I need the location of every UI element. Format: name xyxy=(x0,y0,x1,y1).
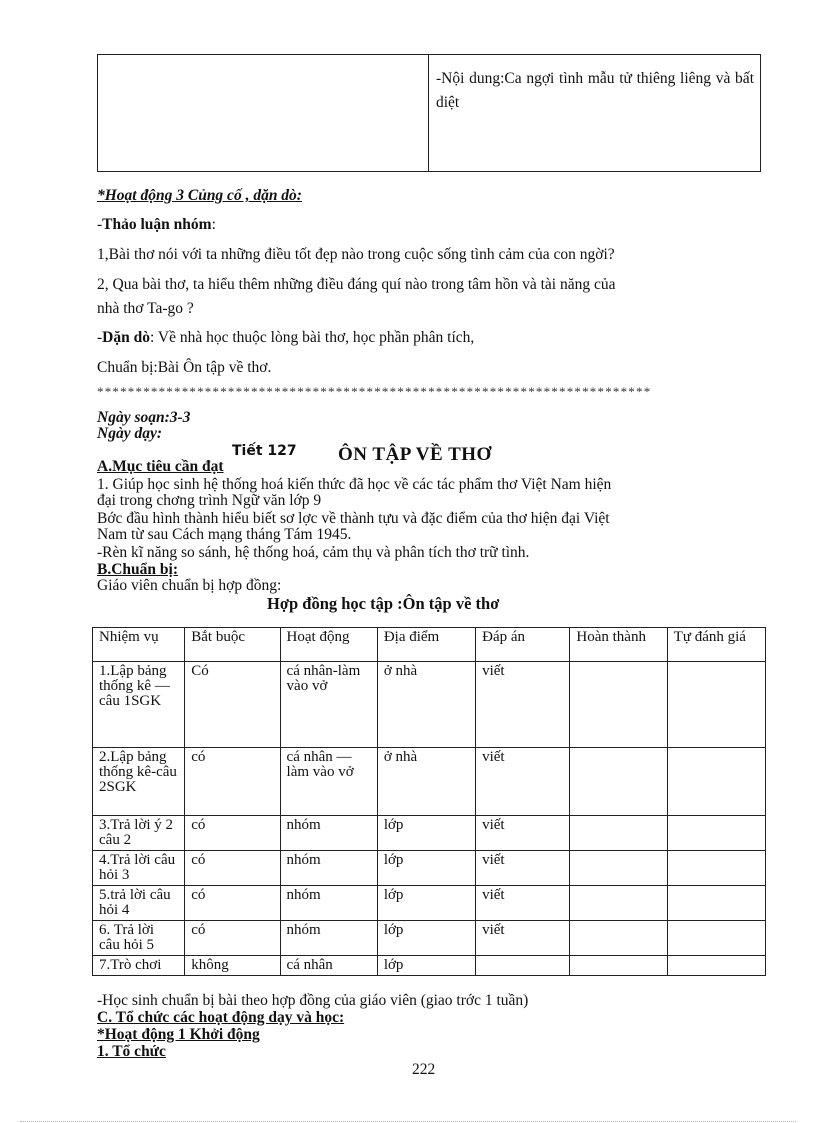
objective-2-line2: Nam từ sau Cách mạng tháng Tám 1945. xyxy=(97,526,352,543)
table-cell xyxy=(570,816,667,851)
table-cell: viết xyxy=(476,886,570,921)
table-cell: có xyxy=(185,851,280,886)
homework-label: Dặn dò xyxy=(102,329,150,346)
objective-3: -Rèn kĩ năng so sánh, hệ thống hoá, cảm thụ và phân tích thơ trữ tình. xyxy=(97,544,530,561)
prep-heading: B.Chuẩn bị: xyxy=(97,561,178,578)
table-cell xyxy=(570,956,667,976)
table-cell: nhóm xyxy=(280,816,377,851)
table-row xyxy=(93,662,766,748)
table-cell xyxy=(570,748,667,816)
table-cell xyxy=(667,748,765,816)
table-cell: không xyxy=(185,956,280,976)
objectives-heading: A.Mục tiêu cần đạt xyxy=(97,458,224,475)
table-cell xyxy=(570,662,667,748)
discussion-line: -Thảo luận nhóm: xyxy=(97,216,216,233)
table-cell: nhóm xyxy=(280,921,377,956)
table-cell: 2.Lập bảng thống kê-câu 2SGK xyxy=(93,748,185,816)
table-row xyxy=(93,748,766,816)
table-cell: cá nhân xyxy=(280,956,377,976)
table-cell: viết xyxy=(476,662,570,748)
table-row xyxy=(93,816,766,851)
lesson-title: ÔN TẬP VỀ THƠ xyxy=(338,444,492,465)
table-row xyxy=(93,886,766,921)
homework-text: : Về nhà học thuộc lòng bài thơ, học phần phân tích, xyxy=(149,329,475,346)
page-number: 222 xyxy=(412,1061,436,1078)
table-cell: 3.Trả lời ý 2 câu 2 xyxy=(93,816,185,851)
activity3-heading: *Hoạt động 3 Củng cố , dặn dò: xyxy=(97,187,302,204)
separator-stars: ************************************************************************ xyxy=(97,384,652,399)
organization-heading: 1. Tổ chức xyxy=(97,1043,166,1060)
table-cell xyxy=(667,662,765,748)
table-cell: lớp xyxy=(377,886,475,921)
table-cell: Có xyxy=(185,662,280,748)
table-header-row xyxy=(93,628,766,662)
table-row xyxy=(93,921,766,956)
table-cell: 4.Trả lời câu hỏi 3 xyxy=(93,851,185,886)
table-cell: lớp xyxy=(377,921,475,956)
header-cell: Nhiệm vụ xyxy=(93,628,185,662)
table-cell: viết xyxy=(476,921,570,956)
header-cell: Hoạt động xyxy=(280,628,377,662)
table-cell: ở nhà xyxy=(377,662,475,748)
table-cell xyxy=(476,956,570,976)
table-cell: có xyxy=(185,816,280,851)
top-content-table xyxy=(97,54,761,172)
question-2-line1: 2, Qua bài thơ, ta hiểu thêm những điều đáng quí nào trong tâm hồn và tài năng của xyxy=(97,276,616,293)
table-cell: viết xyxy=(476,748,570,816)
table-cell xyxy=(667,956,765,976)
lesson-period: Tiết 127 xyxy=(232,443,297,459)
header-cell: Tự đánh giá xyxy=(667,628,765,662)
table-cell: 1.Lập bảng thống kê —câu 1SGK xyxy=(93,662,185,748)
table-cell xyxy=(570,851,667,886)
table-cell: 5.trả lời câu hỏi 4 xyxy=(93,886,185,921)
content-cell: -Nội dung:Ca ngợi tình mẫu tử thiêng liêng và bất diệt xyxy=(436,70,754,111)
table-cell xyxy=(667,816,765,851)
objective-1-line2: đại trong chơng trình Ngữ văn lớp 9 xyxy=(97,492,322,509)
table-cell: cá nhân —làm vào vở xyxy=(280,748,377,816)
table-cell: nhóm xyxy=(280,851,377,886)
table-cell xyxy=(667,921,765,956)
table-row xyxy=(93,851,766,886)
table-row xyxy=(93,956,766,976)
table-cell: có xyxy=(185,921,280,956)
header-cell: Hoàn thành xyxy=(570,628,667,662)
table-cell: có xyxy=(185,748,280,816)
question-1: 1,Bài thơ nói với ta những điều tốt đẹp nào trong cuộc sống tình cảm của con ngời? xyxy=(97,246,615,263)
table-cell: ở nhà xyxy=(377,748,475,816)
section-c-heading: C. Tổ chức các hoạt động dạy và học: xyxy=(97,1009,345,1026)
contract-title: Hợp đồng học tập :Ôn tập về thơ xyxy=(267,594,500,613)
table-cell xyxy=(570,886,667,921)
table-cell xyxy=(667,886,765,921)
table-cell xyxy=(570,921,667,956)
page-edge-divider xyxy=(20,1121,796,1122)
table-cell: nhóm xyxy=(280,886,377,921)
discussion-label: Thảo luận nhóm xyxy=(102,216,212,233)
prep-date: Ngày soạn:3-3 xyxy=(97,409,191,426)
contract-table xyxy=(92,627,766,976)
objective-2-line1: Bớc đầu hình thành hiểu biết sơ lợc về thành tựu và đặc điểm của thơ hiện đại Việt xyxy=(97,510,610,527)
table-cell: lớp xyxy=(377,816,475,851)
objective-1-line1: 1. Giúp học sinh hệ thống hoá kiến thức đã học về các tác phẩm thơ Việt Nam hiện xyxy=(97,476,612,493)
table-cell: cá nhân-làm vào vở xyxy=(280,662,377,748)
header-cell: Địa điểm xyxy=(377,628,475,662)
table-cell: có xyxy=(185,886,280,921)
student-prep-note: -Học sinh chuẩn bị bài theo hợp đồng của giáo viên (giao trớc 1 tuần) xyxy=(97,992,529,1009)
table-cell xyxy=(667,851,765,886)
homework-line: -Dặn dò: Về nhà học thuộc lòng bài thơ, học phần phân tích, xyxy=(97,329,475,346)
table-cell: viết xyxy=(476,851,570,886)
question-2-line2: nhà thơ Ta-go ? xyxy=(97,300,194,317)
contract-table-body xyxy=(93,628,766,976)
teach-date: Ngày dạy: xyxy=(97,425,162,442)
table-divider xyxy=(428,55,429,171)
prepare-line: Chuẩn bị:Bài Ôn tập về thơ. xyxy=(97,359,272,376)
table-cell: lớp xyxy=(377,851,475,886)
table-cell: lớp xyxy=(377,956,475,976)
activity1-heading: *Hoạt động 1 Khởi động xyxy=(97,1026,260,1043)
prep-text: Giáo viên chuẩn bị hợp đồng: xyxy=(97,577,282,594)
table-cell: 7.Trò chơi xyxy=(93,956,185,976)
header-cell: Đáp án xyxy=(476,628,570,662)
header-cell: Bắt buộc xyxy=(185,628,280,662)
table-cell: viết xyxy=(476,816,570,851)
table-cell: 6. Trả lời câu hỏi 5 xyxy=(93,921,185,956)
